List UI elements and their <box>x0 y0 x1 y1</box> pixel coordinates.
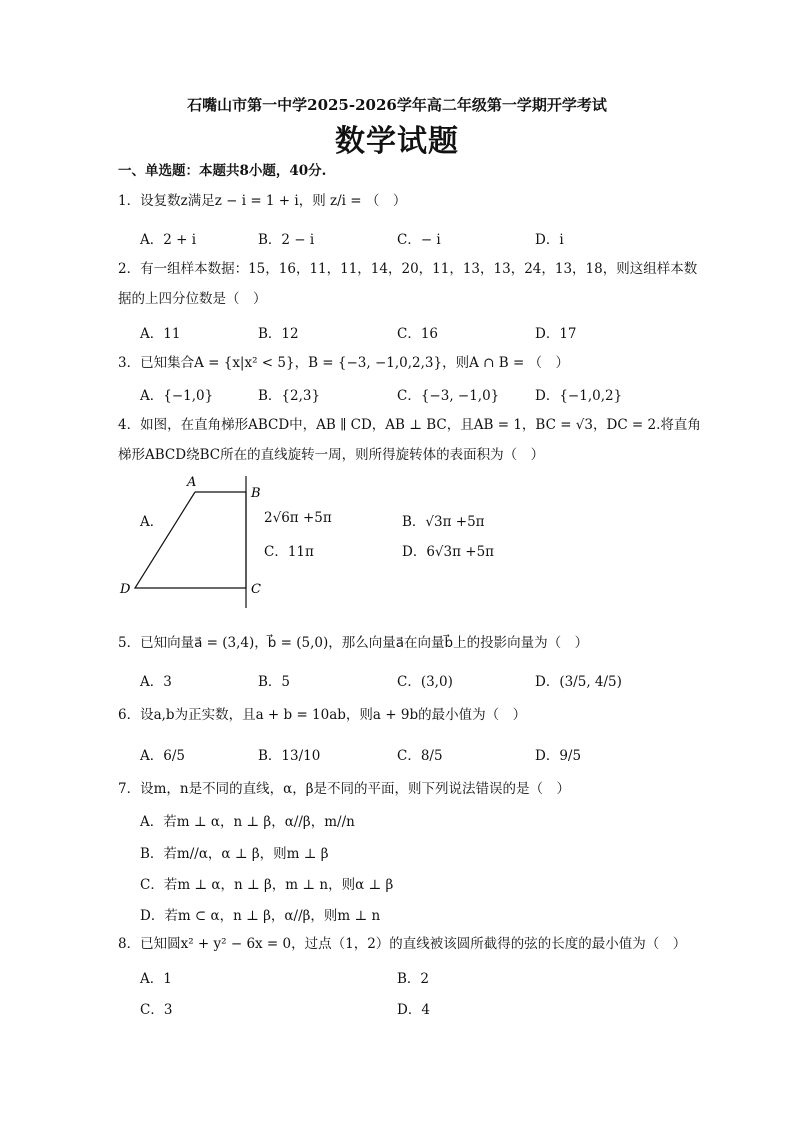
q5-option-c: C．(3,0) <box>397 674 453 690</box>
question-2-stem-line2: 据的上四分位数是（ ） <box>118 291 267 307</box>
q8-option-b: B．2 <box>397 971 430 987</box>
q7-option-b: B．若m//α，α ⊥ β，则m ⊥ β <box>140 846 329 862</box>
q2-option-b: B．12 <box>258 326 299 342</box>
q2-option-d: D．17 <box>535 326 577 342</box>
q6-option-a: A．6/5 <box>140 748 185 764</box>
q7-option-c: C．若m ⊥ α，n ⊥ β，m ⊥ n，则α ⊥ β <box>140 877 394 893</box>
question-4-stem-line1: 4．如图，在直角梯形ABCD中，AB ∥ CD，AB ⊥ BC，且AB = 1，BC = √3，DC = 2.将直角 <box>118 417 701 433</box>
q4-option-d: D．6√3π +5π <box>402 544 495 560</box>
q7-option-a: A．若m ⊥ α，n ⊥ β，α//β，m//n <box>140 814 355 830</box>
q3-option-a: A．{−1,0} <box>140 388 214 404</box>
trapezoid-outline <box>135 492 246 588</box>
q8-option-a: A．1 <box>140 971 172 987</box>
q1-option-d: D．i <box>535 232 564 248</box>
vertex-label-a: A <box>187 475 197 490</box>
question-6-stem: 6．设a,b为正实数，且a + b = 10ab，则a + 9b的最小值为（ ） <box>118 707 527 723</box>
q5-option-b: B．5 <box>258 674 291 690</box>
subject-title: 数学试题 <box>335 124 459 159</box>
q8-option-c: C．3 <box>140 1002 173 1018</box>
vertex-label-d: D <box>120 582 131 597</box>
question-1-stem: 1．设复数z满足z − i = 1 + i，则 z/i = （ ） <box>118 193 407 209</box>
section-heading: 一、单选题：本题共8小题，40分. <box>118 163 327 179</box>
q4-option-a-value: 2√6π +5π <box>264 510 332 526</box>
q1-option-a: A．2 + i <box>140 232 197 248</box>
question-2-stem-line1: 2．有一组样本数据：15，16，11，11，14，20，11，13，13，24，13，18，则这组样本数 <box>118 261 698 277</box>
school-title: 石嘴山市第一中学2025-2026学年高二年级第一学期开学考试 <box>187 96 607 114</box>
q2-option-c: C．16 <box>397 326 439 342</box>
vertex-label-b: B <box>251 486 261 501</box>
question-7-stem: 7．设m，n是不同的直线，α，β是不同的平面，则下列说法错误的是（ ） <box>118 781 571 797</box>
trapezoid-figure <box>110 470 280 615</box>
q1-option-b: B．2 − i <box>258 232 315 248</box>
q4-option-b: B．√3π +5π <box>402 514 485 530</box>
q1-option-c: C．− i <box>397 232 441 248</box>
question-3-stem: 3．已知集合A = {x|x² < 5}，B = {−3, −1,0,2,3}，则A ∩ B = （ ） <box>118 355 570 371</box>
q3-option-b: B．{2,3} <box>258 388 321 404</box>
question-4-stem-line2: 梯形ABCD绕BC所在的直线旋转一周，则所得旋转体的表面积为（ ） <box>118 447 545 463</box>
q4-option-a-label: A． <box>140 514 164 530</box>
question-8-stem: 8．已知圆x² + y² − 6x = 0，过点（1，2）的直线被该圆所截得的弦的长度的最小值为（ ） <box>118 936 687 952</box>
q7-option-d: D．若m ⊂ α，n ⊥ β，α//β，则m ⊥ n <box>140 908 381 924</box>
q6-option-c: C．8/5 <box>397 748 443 764</box>
q5-option-d: D．(3/5, 4/5) <box>535 674 622 690</box>
q8-option-d: D．4 <box>397 1002 430 1018</box>
q3-option-d: D．{−1,0,2} <box>535 388 623 404</box>
q2-option-a: A．11 <box>140 326 181 342</box>
q6-option-d: D．9/5 <box>535 748 582 764</box>
q3-option-c: C．{−3, −1,0} <box>397 388 500 404</box>
question-5-stem: 5．已知向量a⃗ = (3,4)，b⃗ = (5,0)，那么向量a⃗在向量b⃗上的投影向量为（ ） <box>118 635 589 651</box>
vertex-label-c: C <box>251 582 261 597</box>
q5-option-a: A．3 <box>140 674 172 690</box>
q6-option-b: B．13/10 <box>258 748 321 764</box>
q4-option-c: C．11π <box>264 544 314 560</box>
